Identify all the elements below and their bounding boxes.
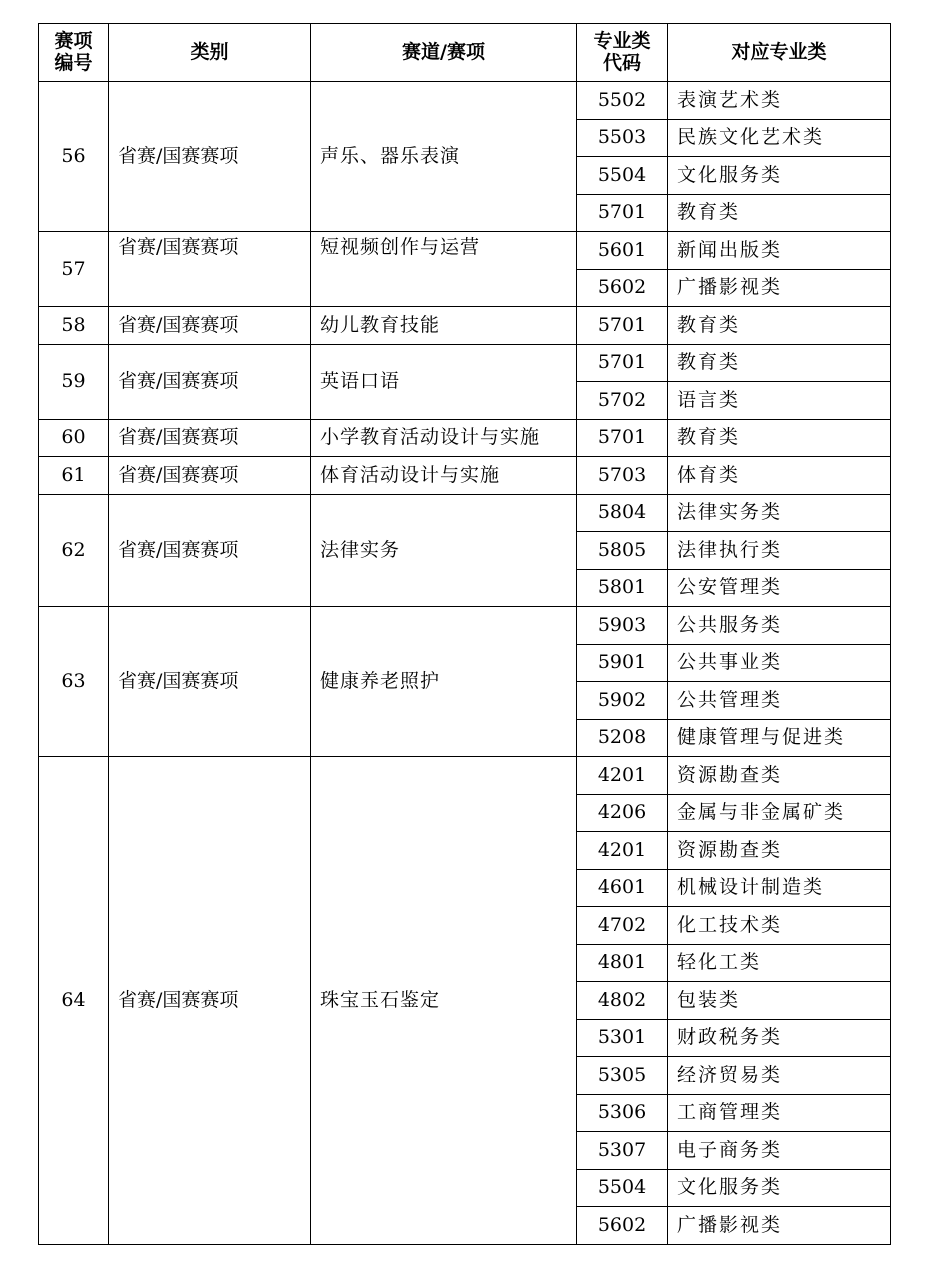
major-code-cell: 4601 <box>577 869 668 907</box>
competition-number-cell: 64 <box>39 757 109 1245</box>
major-category-cell: 机械设计制造类 <box>668 869 891 907</box>
major-category-cell: 金属与非金属矿类 <box>668 794 891 832</box>
major-category-cell: 公安管理类 <box>668 569 891 607</box>
track-cell: 体育活动设计与实施 <box>311 457 577 495</box>
category-cell: 省赛/国赛赛项 <box>109 344 311 419</box>
major-code-cell: 5602 <box>577 1207 668 1245</box>
major-category-cell: 资源勘查类 <box>668 757 891 795</box>
header-track: 赛道/赛项 <box>311 24 577 82</box>
track-cell: 法律实务 <box>311 494 577 607</box>
major-category-cell: 健康管理与促进类 <box>668 719 891 757</box>
major-category-cell: 化工技术类 <box>668 907 891 945</box>
table-body <box>39 82 891 1245</box>
header-code <box>577 24 668 82</box>
major-category-cell: 财政税务类 <box>668 1019 891 1057</box>
table-row <box>39 419 891 457</box>
table-row <box>39 232 891 270</box>
competition-number-cell: 57 <box>39 232 109 307</box>
category-cell: 省赛/国赛赛项 <box>109 419 311 457</box>
major-code-cell: 5804 <box>577 494 668 532</box>
table-row <box>39 607 891 645</box>
table-row <box>39 757 891 795</box>
major-category-cell: 法律执行类 <box>668 532 891 570</box>
major-category-cell: 广播影视类 <box>668 1207 891 1245</box>
track-cell: 幼儿教育技能 <box>311 307 577 345</box>
category-cell: 省赛/国赛赛项 <box>109 82 311 232</box>
major-category-cell: 文化服务类 <box>668 157 891 195</box>
major-category-cell: 法律实务类 <box>668 494 891 532</box>
competition-major-table <box>38 23 891 1245</box>
major-code-cell: 5801 <box>577 569 668 607</box>
major-category-cell: 电子商务类 <box>668 1132 891 1170</box>
category-cell: 省赛/国赛赛项 <box>109 232 311 307</box>
major-code-cell: 5701 <box>577 194 668 232</box>
major-code-cell: 5902 <box>577 682 668 720</box>
major-category-cell: 新闻出版类 <box>668 232 891 270</box>
table-row <box>39 82 891 120</box>
major-category-cell: 教育类 <box>668 344 891 382</box>
competition-number-cell: 60 <box>39 419 109 457</box>
major-category-cell: 民族文化艺术类 <box>668 119 891 157</box>
major-code-cell: 5701 <box>577 344 668 382</box>
track-cell: 英语口语 <box>311 344 577 419</box>
major-code-cell: 5701 <box>577 307 668 345</box>
major-code-cell: 5903 <box>577 607 668 645</box>
table-row <box>39 307 891 345</box>
major-category-cell: 公共管理类 <box>668 682 891 720</box>
track-cell: 小学教育活动设计与实施 <box>311 419 577 457</box>
track-cell: 健康养老照护 <box>311 607 577 757</box>
header-code-label: 专业类代码 <box>593 29 651 74</box>
competition-number-cell: 59 <box>39 344 109 419</box>
major-code-cell: 5702 <box>577 382 668 420</box>
major-category-cell: 包装类 <box>668 982 891 1020</box>
major-category-cell: 工商管理类 <box>668 1094 891 1132</box>
major-code-cell: 5602 <box>577 269 668 307</box>
table-row <box>39 457 891 495</box>
major-code-cell: 5305 <box>577 1057 668 1095</box>
table-row <box>39 494 891 532</box>
competition-number-cell: 63 <box>39 607 109 757</box>
competition-number-cell: 58 <box>39 307 109 345</box>
category-cell: 省赛/国赛赛项 <box>109 757 311 1245</box>
major-code-cell: 5901 <box>577 644 668 682</box>
major-code-cell: 4702 <box>577 907 668 945</box>
major-code-cell: 5701 <box>577 419 668 457</box>
major-code-cell: 5307 <box>577 1132 668 1170</box>
competition-number-cell: 61 <box>39 457 109 495</box>
header-category: 类别 <box>109 24 311 82</box>
major-category-cell: 表演艺术类 <box>668 82 891 120</box>
competition-number-cell: 56 <box>39 82 109 232</box>
header-major: 对应专业类 <box>668 24 891 82</box>
major-code-cell: 5703 <box>577 457 668 495</box>
category-cell: 省赛/国赛赛项 <box>109 457 311 495</box>
major-code-cell: 5504 <box>577 157 668 195</box>
major-category-cell: 公共服务类 <box>668 607 891 645</box>
major-code-cell: 5601 <box>577 232 668 270</box>
major-code-cell: 5502 <box>577 82 668 120</box>
major-code-cell: 5504 <box>577 1169 668 1207</box>
track-cell: 珠宝玉石鉴定 <box>311 757 577 1245</box>
header-num <box>39 24 109 82</box>
category-cell: 省赛/国赛赛项 <box>109 494 311 607</box>
major-code-cell: 4201 <box>577 757 668 795</box>
table-header <box>39 24 891 82</box>
major-category-cell: 教育类 <box>668 419 891 457</box>
major-category-cell: 文化服务类 <box>668 1169 891 1207</box>
major-category-cell: 公共事业类 <box>668 644 891 682</box>
major-code-cell: 5301 <box>577 1019 668 1057</box>
major-code-cell: 4802 <box>577 982 668 1020</box>
category-cell: 省赛/国赛赛项 <box>109 307 311 345</box>
major-category-cell: 资源勘查类 <box>668 832 891 870</box>
track-cell: 声乐、器乐表演 <box>311 82 577 232</box>
major-code-cell: 5503 <box>577 119 668 157</box>
major-code-cell: 4801 <box>577 944 668 982</box>
major-category-cell: 教育类 <box>668 307 891 345</box>
header-row <box>39 24 891 82</box>
major-category-cell: 广播影视类 <box>668 269 891 307</box>
competition-number-cell: 62 <box>39 494 109 607</box>
major-category-cell: 教育类 <box>668 194 891 232</box>
major-category-cell: 语言类 <box>668 382 891 420</box>
major-category-cell: 体育类 <box>668 457 891 495</box>
track-cell: 短视频创作与运营 <box>311 232 577 307</box>
table-row <box>39 344 891 382</box>
major-code-cell: 4201 <box>577 832 668 870</box>
category-cell: 省赛/国赛赛项 <box>109 607 311 757</box>
major-category-cell: 轻化工类 <box>668 944 891 982</box>
header-num-label: 赛项编号 <box>54 29 93 74</box>
major-code-cell: 5805 <box>577 532 668 570</box>
major-category-cell: 经济贸易类 <box>668 1057 891 1095</box>
major-code-cell: 5208 <box>577 719 668 757</box>
major-code-cell: 5306 <box>577 1094 668 1132</box>
major-code-cell: 4206 <box>577 794 668 832</box>
